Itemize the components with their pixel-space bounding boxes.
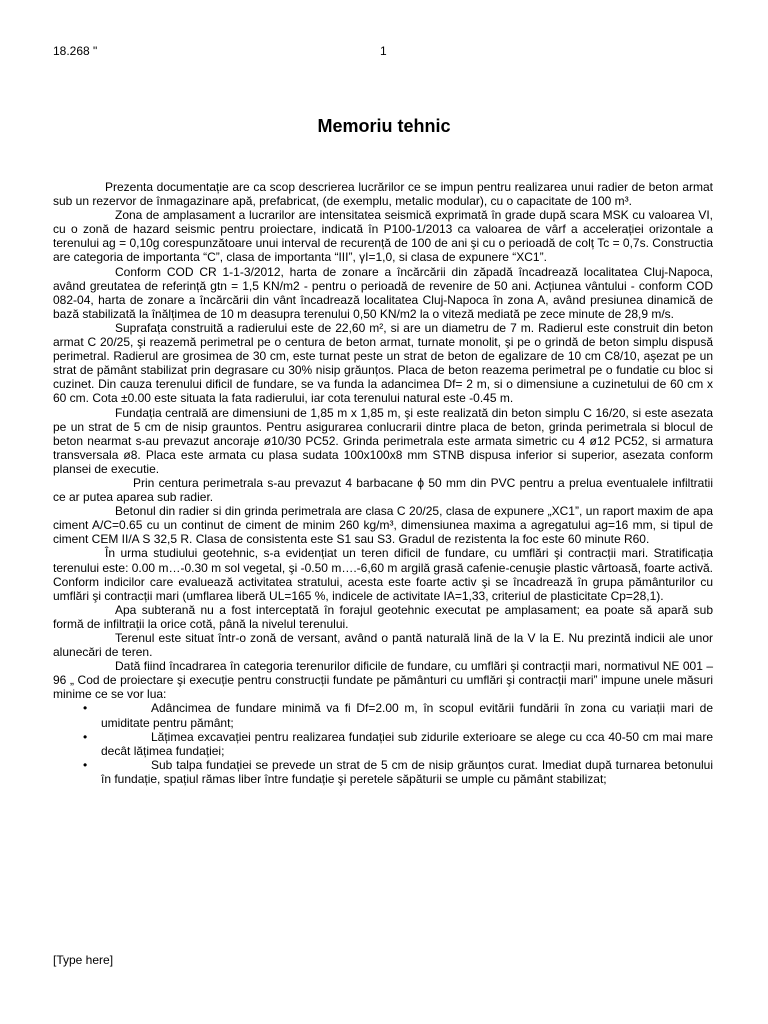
page-number: 1 <box>380 44 387 58</box>
paragraph-intro: Prezenta documentație are ca scop descrierea lucrărilor ce se impun pentru realizarea unui radier de beton armat sub un rezervor de înmagazinare apă, prefabricat, (de exemplu, metalic modular), cu o capacitate de 100 m³. <box>53 180 713 209</box>
paragraph-snow-wind: Conform COD CR 1-1-3/2012, harta de zonare a încărcării din zăpadă încadrează localitatea Cluj-Napoca, având greutatea de referință gtn = 1,5 KN/m2 - pentru o perioadă de revenire de 50 ani. Acțiunea vântului - conform COD 082-04, harta de zonare a încărcării din vânt încadrează localitatea Cluj-Napoca în zona A, având presiunea dinamică de bază stabilizată la înălțimea de 10 m deasupra terenului 0,50 KN/m2 la o viteză mediată pe zece minute de 28,9 m/s. <box>53 264 713 321</box>
bullet-icon: • <box>83 729 88 744</box>
paragraph-weep-holes: Prin centura perimetrala s-au prevazut 4 barbacane ϕ 50 mm din PVC pentru a prelua eventualele infiltratii ce ar putea aparea sub radier. <box>53 475 713 505</box>
bullet-icon: • <box>83 701 88 716</box>
footer-placeholder: [Type here] <box>53 953 114 967</box>
list-item-text: Sub talpa fundației se prevede un strat de 5 cm de nisip grăunțos curat. Imediat după turnarea betonului în fundație, spațiul rămas liber între fundație şi peretele săpăturii se umple cu pământ stabilizat; <box>101 757 713 786</box>
paragraph-groundwater: Apa subterană nu a fost interceptată în forajul geotehnic executat pe amplasament; ea poate să apară sub formă de infiltrații la orice cotă, până la nivelul terenului. <box>53 602 713 631</box>
paragraph-central-foundation: Fundația centrală are dimensiuni de 1,85 m x 1,85 m, şi este realizată din beton simplu C 16/20, si este asezata pe un strat de 5 cm de nisip grauntos. Pentru asigurarea conlucrarii dintre placa de beton, grinda perimetrala si blocul de beton nearmat s-au prevazut ancoraje ø10/30 PC52. Grinda perimetrala este armata simetric cu 4 ø12 PC52, si armatura transversala ø8. Placa este armata cu plasa sudata 100x100x8 mm STNB dispusa inferior si superior, asezata conform plansei de executie. <box>53 405 713 476</box>
list-item-text: Lățimea excavației pentru realizarea fundației sub zidurile exterioare se alege cu cca 40-50 cm mai mare decât lățimea fundației; <box>101 729 713 758</box>
document-title: Memoriu tehnic <box>317 116 451 136</box>
list-item <box>53 701 713 729</box>
paragraph-terrain: Terenul este situat într-o zonă de versant, având o pantă naturală lină de la V la E. Nu prezintă indicii ale unor alunecări de teren. <box>53 631 713 660</box>
paragraph-raft: Suprafața construită a radierului este de 22,60 m², si are un diametru de 7 m. Radierul este construit din beton armat C 20/25, şi reazemă perimetral pe o centura de beton armat, turnate monolit, şi pe o grindă de beton simplu dispusă perimetral. Radierul are grosimea de 30 cm, este turnat peste un strat de beton de egalizare de 10 cm C8/10, aşezat pe un strat de pământ stabilizat prin degrasare cu 30% nisip grăunțos. Placa de beton reazema perimetral pe o fundatie cu bloc si cuzinet. Din cauza terenului dificil de fundare, se va funda la adancimea Df= 2 m, si o dimensiune a cuzinetului de 60 cm x 60 cm. Cota ±0.00 este situata la fata radierului, iar cota terenului natural este -0.45 m. <box>53 320 713 406</box>
paragraph-seismic: Zona de amplasament a lucrarilor are intensitatea seismică exprimată în grade după scara MSK cu valoarea VI, cu o zonă de hazard seismic pentru proiectare, indicată în P100-1/2013 ca valoarea de vârf a accelerației orizontale a terenului ag = 0,10g corespunzătoare unui interval de recurență de 100 de ani şi cu o perioadă de colț Tc = 0,7s. Constructia are categoria de importanta “C”, clasa de importanta “III”, γI=1,0, si clasa de expunere “XC1”. <box>53 208 713 265</box>
list-item <box>53 730 713 758</box>
document-body <box>53 180 713 786</box>
paragraph-normative: Dată fiind încadrarea în categoria terenurilor dificile de fundare, cu umflări şi contracții mari, normativul NE 001 – 96 „ Cod de proiectare şi execuție pentru construcții fundate pe pământuri cu umflări şi contracții mari” impune unele măsuri minime ce se vor lua: <box>53 659 713 702</box>
paragraph-geotechnical: În urma studiului geotehnic, s-a evidențiat un teren dificil de fundare, cu umflări şi contracții mari. Stratificația terenului este: 0.00 m…-0.30 m sol vegetal, şi -0.50 m….-6,60 m argilă grasă cafenie-cenuşie plastic vârtoasă, foarte activă. Conform indicilor care evaluează activitatea stratului, acesta este foarte activ şi se încadrează în grupa pământurilor cu umflări şi contracții mari (umflarea liberă UL=165 %, indicele de activitate IA=1,33, criteriul de plasticitate Cp=28,1). <box>53 546 713 603</box>
list-item-text: Adâncimea de fundare minimă va fi Df=2.00 m, în scopul evitării fundării în zona cu variații mari de umiditate pentru pământ; <box>101 701 713 730</box>
header-reference: 18.268 " <box>53 44 98 58</box>
list-item <box>53 758 713 786</box>
paragraph-concrete: Betonul din radier si din grinda perimetrala are clasa C 20/25, clasa de expunere „XC1”, un raport maxim de apa ciment A/C=0.65 cu un continut de ciment de minim 260 kg/m³, dimensiunea maxima a agregatului ag=16 mm, si tipul de ciment CEM II/A S 32,5 R. Clasa de consistenta este S1 sau S3. Gradul de rezistenta la foc este 60 minute R60. <box>53 504 713 547</box>
bullet-icon: • <box>83 757 88 772</box>
